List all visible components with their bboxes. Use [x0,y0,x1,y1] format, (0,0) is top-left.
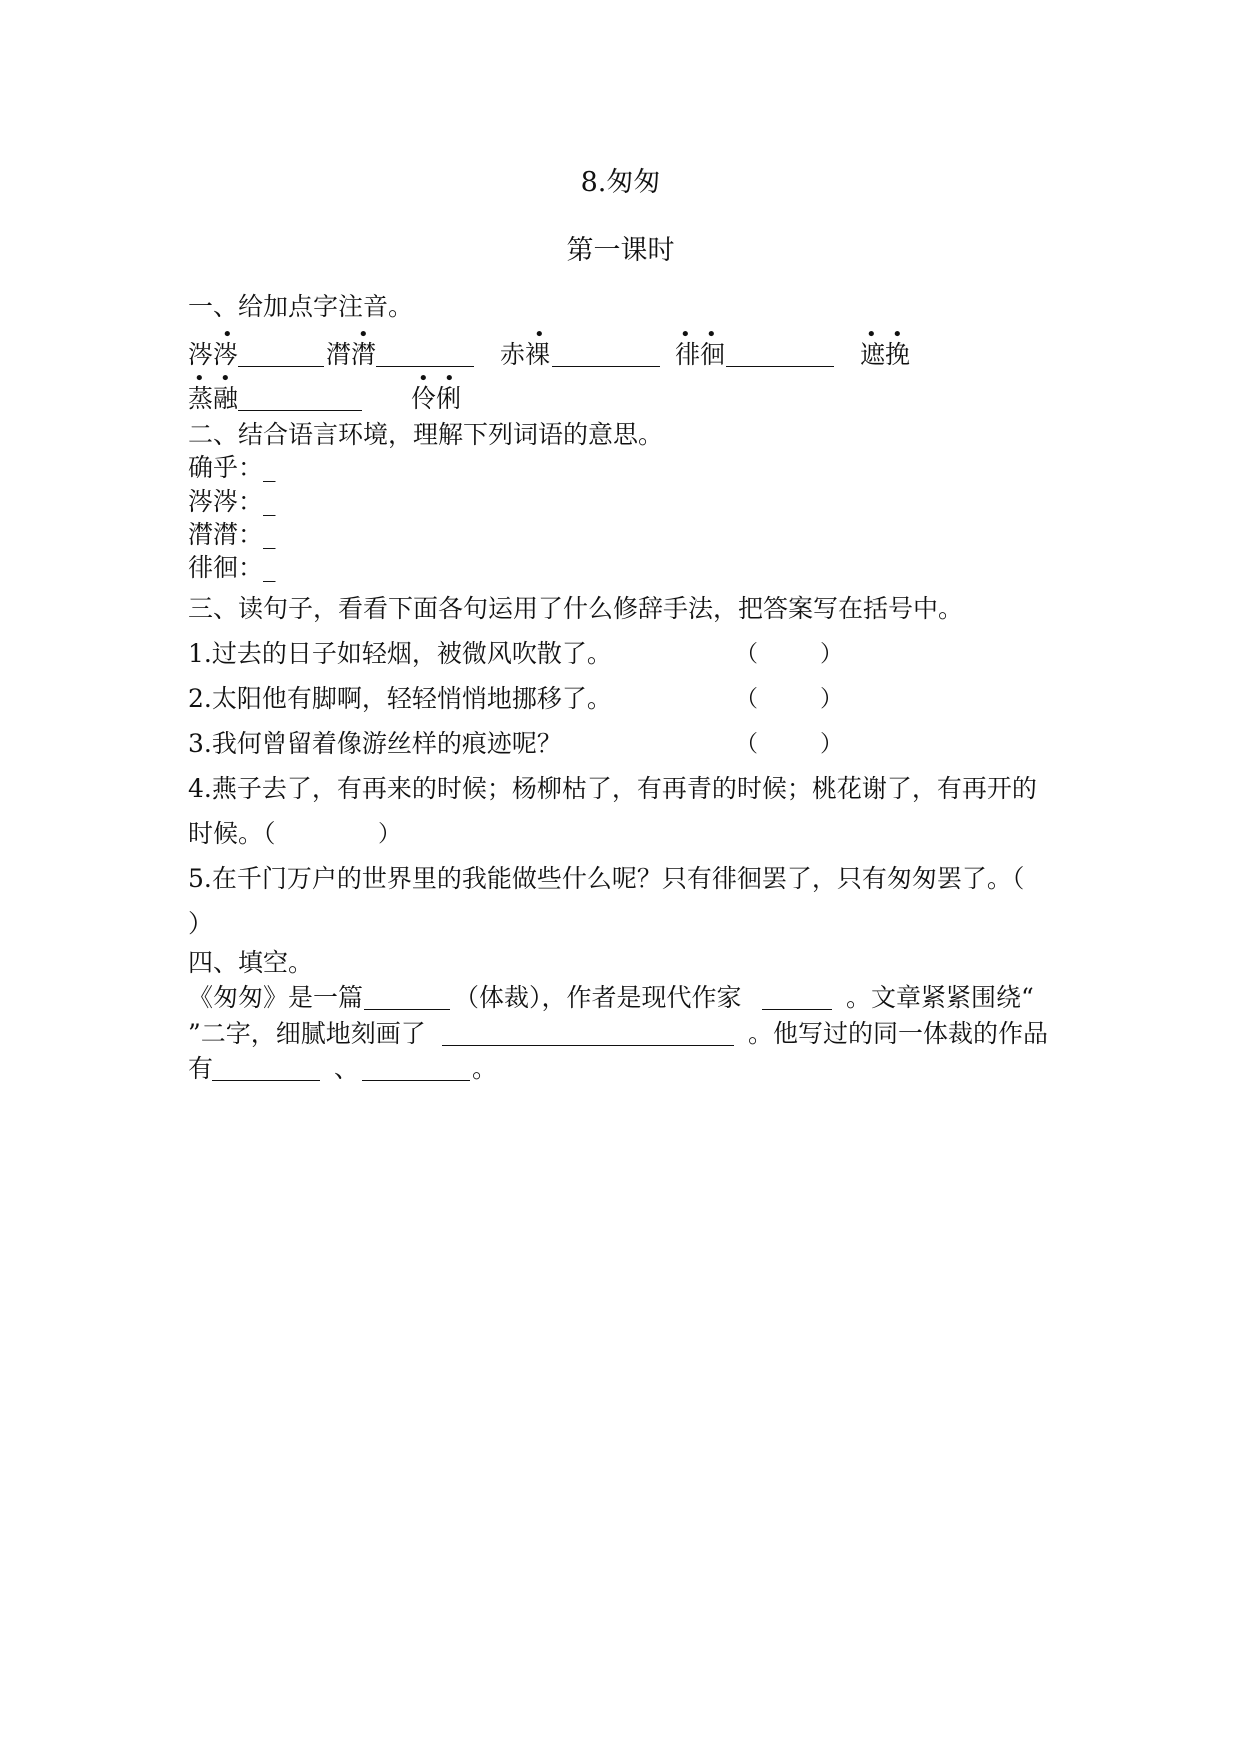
answer-blank[interactable] [552,366,660,367]
answer-bracket-close: ） [378,821,401,847]
definition-item[interactable]: 涔涔：_ [188,487,276,516]
section2-heading: 二、结合语言环境，理解下列词语的意思。 [188,420,664,449]
sentence-item: 5.在千门万户的世界里的我能做些什么呢？只有徘徊罢了，只有匆匆罢了。（ [188,864,1025,893]
fill-text: 、 [334,1054,360,1083]
section1-heading: 一、给加点字注音。 [188,292,414,321]
pinyin-word: 蒸融 [188,384,239,413]
emphasis-dot: • [194,368,205,389]
pinyin-word: 赤裸 [500,340,551,369]
sentence-item: 4.燕子去了，有再来的时候；杨柳枯了，有再青的时候；桃花谢了，有再开的 [188,774,1037,803]
emphasis-dot: • [220,368,231,389]
fill-text: （体裁），作者是现代作家 [454,983,742,1012]
page-subtitle: 第一课时 [566,235,675,266]
emphasis-dot: • [418,368,429,389]
pinyin-word: 潸潸 [326,340,377,369]
emphasis-dot: • [866,324,877,345]
pinyin-word: 遮挽 [860,340,911,369]
fill-text: ”二字，细腻地刻画了 [188,1019,426,1048]
sentence-item: 2.太阳他有脚啊，轻轻悄悄地挪移了。 [188,684,612,713]
answer-blank[interactable] [238,410,362,411]
sentence-item: 时候。（ [188,819,276,848]
emphasis-dot: • [680,324,691,345]
definition-item[interactable]: 徘徊：_ [188,553,276,582]
pinyin-word: 徘徊 [675,340,726,369]
fill-text: 。 [472,1054,498,1083]
answer-blank[interactable] [762,1009,832,1010]
emphasis-dot: • [534,324,545,345]
answer-blank[interactable] [362,1080,470,1081]
fill-text: 。他写过的同一体裁的作品 [748,1019,1049,1048]
answer-blank[interactable] [726,366,834,367]
answer-bracket-open[interactable]: （ [735,731,758,757]
answer-bracket-close: ） [820,731,843,757]
emphasis-dot: • [222,324,233,345]
emphasis-dot: • [892,324,903,345]
answer-bracket-open[interactable]: （ [735,686,758,712]
sentence-item: 3.我何曾留着像游丝样的痕迹呢？ [188,729,562,758]
fill-text: 。文章紧紧围绕“ [846,983,1034,1012]
sentence-item: ） [188,909,214,938]
section4-heading: 四、填空。 [188,948,314,977]
emphasis-dot: • [706,324,717,345]
answer-bracket-close: ） [820,686,843,712]
fill-text: 有 [188,1054,214,1083]
page-title: 8.匆匆 [580,167,661,198]
emphasis-dot: • [358,324,369,345]
pinyin-word: 伶俐 [411,384,462,413]
definition-item[interactable]: 潸潸：_ [188,520,276,549]
answer-bracket-open[interactable]: （ [735,641,758,667]
pinyin-word: 涔涔 [188,340,239,369]
answer-blank[interactable] [376,366,474,367]
definition-item[interactable]: 确乎：_ [188,453,276,482]
fill-text: 《匆匆》是一篇 [188,983,364,1012]
sentence-item: 1.过去的日子如轻烟，被微风吹散了。 [188,639,612,668]
section3-heading: 三、读句子，看看下面各句运用了什么修辞手法，把答案写在括号中。 [188,594,964,623]
answer-blank[interactable] [364,1009,450,1010]
emphasis-dot: • [444,368,455,389]
answer-bracket-close: ） [820,641,843,667]
answer-blank[interactable] [212,1080,320,1081]
answer-blank[interactable] [238,366,324,367]
answer-blank[interactable] [442,1045,734,1046]
